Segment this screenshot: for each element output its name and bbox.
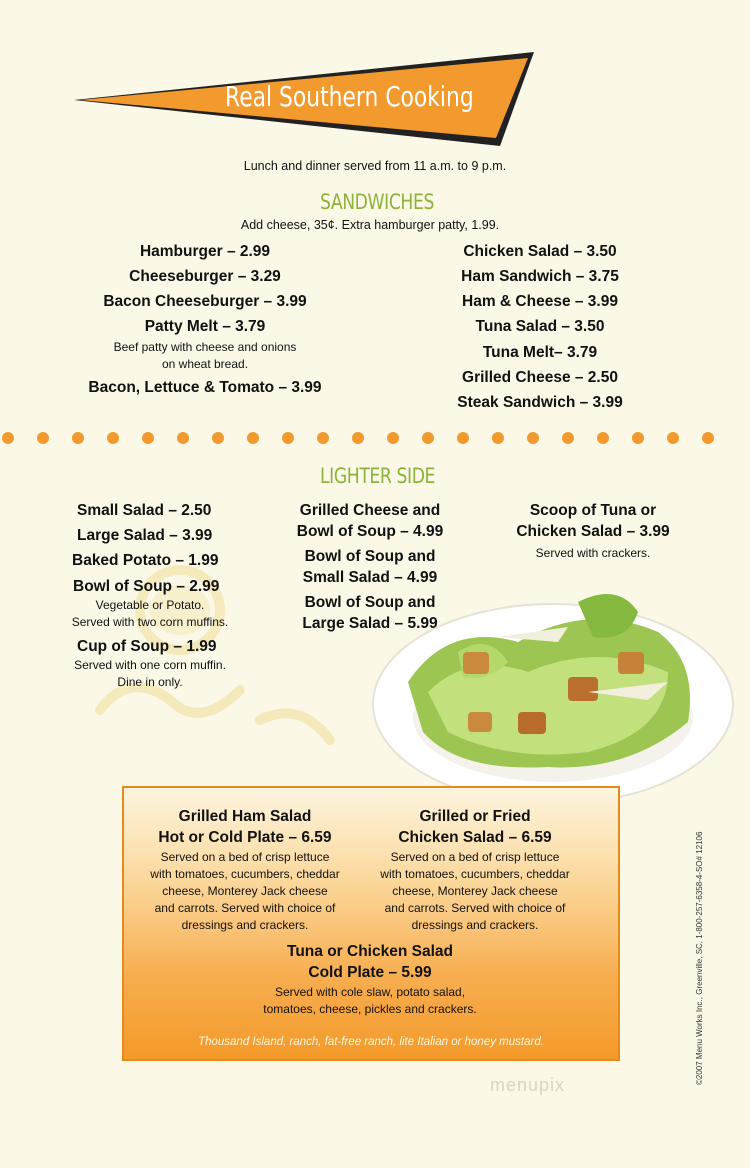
menu-item-hamburger: Hamburger – 2.99 — [139, 243, 271, 260]
divider-dot — [387, 432, 399, 444]
menu-item-soup-large-salad-2: Large Salad – 5.99 — [302, 615, 438, 632]
menu-item-grilled-cheese-soup-1: Grilled Cheese and — [299, 502, 441, 519]
menu-item-grilled-cheese-soup-2: Bowl of Soup – 4.99 — [296, 523, 444, 540]
divider-dot — [352, 432, 364, 444]
bowl-note-2: Served with two corn muffins. — [71, 615, 229, 629]
cup-note-1: Served with one corn muffin. — [74, 658, 226, 672]
dressings-note: Thousand Island, ranch, fat-free ranch, lite Italian or honey mustard. — [198, 1036, 544, 1048]
menu-item-large-salad: Large Salad – 3.99 — [77, 527, 213, 544]
sandwiches-note: Add cheese, 35¢. Extra hamburger patty, 1.99. — [240, 218, 500, 232]
divider-dot — [282, 432, 294, 444]
plate-ham-desc-4: and carrots. Served with choice of — [154, 901, 336, 915]
plate-chicken-desc-5: dressings and crackers. — [411, 918, 539, 932]
plate-chicken-desc-2: with tomatoes, cucumbers, cheddar — [380, 867, 570, 881]
divider-dot — [702, 432, 714, 444]
divider-dot — [107, 432, 119, 444]
menu-item-tuna-salad: Tuna Salad – 3.50 — [475, 318, 605, 335]
hours-text: Lunch and dinner served from 11 a.m. to 9 p.m. — [243, 159, 507, 173]
divider-dot — [422, 432, 434, 444]
plate-chicken-desc-3: cheese, Monterey Jack cheese — [392, 884, 558, 898]
menu-item-blt: Bacon, Lettuce & Tomato – 3.99 — [88, 379, 322, 396]
patty-melt-note-1: Beef patty with cheese and onions — [113, 340, 297, 354]
menu-item-small-salad: Small Salad – 2.50 — [77, 502, 212, 519]
menu-item-soup-small-salad-2: Small Salad – 4.99 — [302, 569, 438, 586]
divider-dot — [632, 432, 644, 444]
patty-melt-note-2: on wheat bread. — [161, 357, 249, 371]
menu-item-cheeseburger: Cheeseburger – 3.29 — [129, 268, 281, 285]
cup-note-2: Dine in only. — [117, 675, 183, 689]
menu-item-cup-of-soup: Cup of Soup – 1.99 — [77, 638, 217, 655]
divider-dot — [212, 432, 224, 444]
plate-ham-title-1: Grilled Ham Salad — [178, 808, 312, 825]
menu-item-bacon-cheeseburger: Bacon Cheeseburger – 3.99 — [103, 293, 307, 310]
plate-ham-title-2: Hot or Cold Plate – 6.59 — [158, 829, 332, 846]
plate-chicken-title-1: Grilled or Fried — [419, 808, 531, 825]
divider-dot — [247, 432, 259, 444]
menu-item-soup-large-salad-1: Bowl of Soup and — [304, 594, 436, 611]
copyright-side-print: ©2007 Menu Works Inc., Greenville, SC, 1-800-257-6358-4-SO# 12106 — [695, 831, 704, 1085]
plate-chicken-desc-1: Served on a bed of crisp lettuce — [390, 850, 560, 864]
menupix-watermark: menupix — [490, 1075, 566, 1095]
menu-item-soup-small-salad-1: Bowl of Soup and — [304, 548, 436, 565]
plate-ham-desc-2: with tomatoes, cucumbers, cheddar — [150, 867, 340, 881]
menu-item-bowl-of-soup: Bowl of Soup – 2.99 — [73, 578, 220, 595]
dotted-divider — [0, 430, 750, 446]
divider-dot — [177, 432, 189, 444]
menu-item-grilled-cheese: Grilled Cheese – 2.50 — [462, 369, 618, 386]
plate-tuna-title-2: Cold Plate – 5.99 — [308, 964, 432, 981]
plate-tuna-desc-1: Served with cole slaw, potato salad, — [274, 985, 466, 999]
plate-chicken-desc-4: and carrots. Served with choice of — [384, 901, 566, 915]
divider-dot — [492, 432, 504, 444]
menu-item-scoop-1: Scoop of Tuna or — [529, 502, 657, 519]
divider-dot — [527, 432, 539, 444]
bowl-note-1: Vegetable or Potato. — [95, 598, 205, 612]
divider-dot — [667, 432, 679, 444]
divider-dot — [72, 432, 84, 444]
divider-dot — [562, 432, 574, 444]
divider-dot — [457, 432, 469, 444]
menu-item-scoop-2: Chicken Salad – 3.99 — [516, 523, 670, 540]
menu-item-ham-cheese: Ham & Cheese – 3.99 — [462, 293, 618, 310]
menu-item-ham-sandwich: Ham Sandwich – 3.75 — [461, 268, 619, 285]
divider-dot — [317, 432, 329, 444]
plate-ham-desc-1: Served on a bed of crisp lettuce — [160, 850, 330, 864]
banner-title: Real Southern Cooking — [225, 80, 474, 113]
plate-tuna-desc-2: tomatoes, cheese, pickles and crackers. — [263, 1002, 477, 1016]
menu-item-steak-sandwich: Steak Sandwich – 3.99 — [457, 394, 623, 411]
sandwiches-heading: SANDWICHES — [320, 190, 434, 214]
menu-item-chicken-salad: Chicken Salad – 3.50 — [463, 243, 617, 260]
plate-chicken-title-2: Chicken Salad – 6.59 — [398, 829, 552, 846]
divider-dot — [37, 432, 49, 444]
menu-item-tuna-melt: Tuna Melt– 3.79 — [482, 344, 598, 361]
divider-dot — [597, 432, 609, 444]
menu-item-baked-potato: Baked Potato – 1.99 — [72, 552, 219, 569]
divider-dot — [2, 432, 14, 444]
divider-dot — [142, 432, 154, 444]
menu-item-patty-melt: Patty Melt – 3.79 — [144, 318, 266, 335]
plate-ham-desc-5: dressings and crackers. — [181, 918, 309, 932]
lighter-side-heading: LIGHTER SIDE — [320, 464, 436, 488]
salad-bowl-photo — [368, 582, 734, 812]
plate-tuna-title-1: Tuna or Chicken Salad — [287, 943, 453, 960]
scoop-note: Served with crackers. — [535, 546, 651, 560]
plate-ham-desc-3: cheese, Monterey Jack cheese — [162, 884, 328, 898]
